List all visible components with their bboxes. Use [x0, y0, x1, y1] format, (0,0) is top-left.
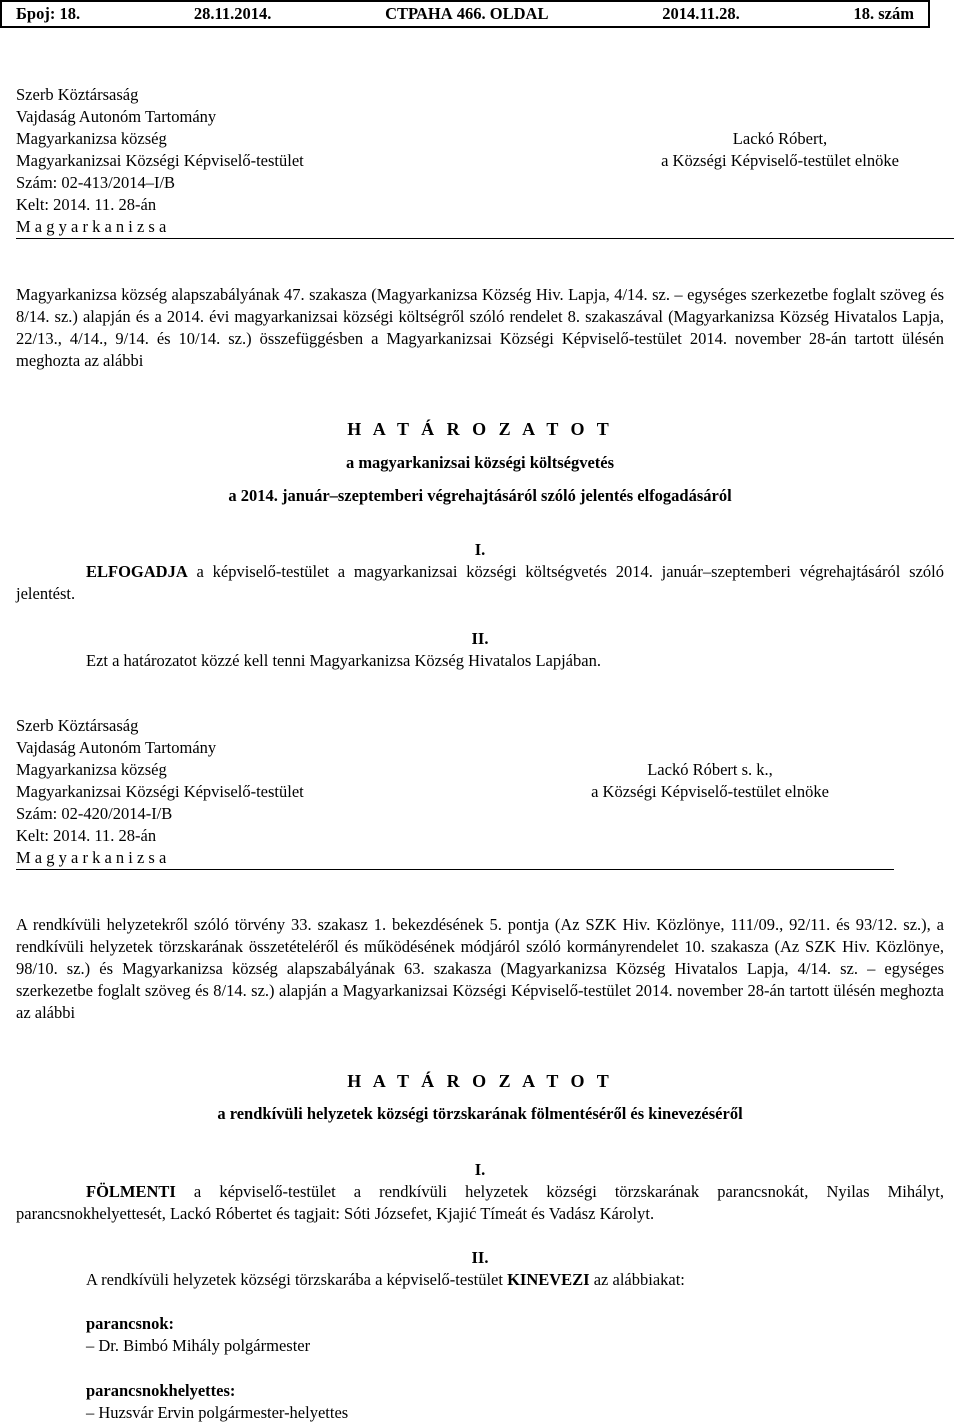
- divider: [16, 869, 894, 870]
- doc1-section-2: Ezt a határozatot közzé kell tenni Magyarkanizsa Község Hivatalos Lapjában.: [86, 651, 601, 670]
- signatory-name: Lackó Róbert s. k.,: [647, 760, 773, 779]
- doc2-signatory: [530, 759, 890, 803]
- page-header: [0, 0, 930, 28]
- issue-date: Kelt: 2014. 11. 28-án: [16, 195, 157, 214]
- reference-number: Szám: 02-420/2014-I/B: [16, 804, 173, 823]
- header-date-hu: 2014.11.28.: [662, 4, 740, 23]
- deputy-label: parancsnokhelyettes:: [86, 1381, 236, 1400]
- doc1-section-1: [16, 561, 944, 605]
- issuer-line: Szerb Köztársaság: [16, 716, 139, 735]
- doc1-issuer-block: [16, 84, 304, 238]
- section-number: I.: [474, 1160, 486, 1179]
- doc2-intro: A rendkívüli helyzetekről szóló törvény 33. szakasz 1. bekezdésének 5. pontja (Az SZK Hiv. Közlönye, 111/09., 92/11. és 93/12. sz.), a rendkívüli helyzetek törzskarának összetételéről és működésének módjáról szóló kormányrendelet 10. szakasza (Az SZK Hiv. Közlönye, 98/10. sz.) és Magyarkanizsa község alapszabályának 63. szakasza (Magyarkanizsa Község Hivatalos Lapja, 4/14. sz. – egységes szerkezetbe foglalt szöveg és 8/14. sz.) alapján a Magyarkanizsai Községi Képviselő-testület 2014. november 28-án tartott ülésén meghozta az alábbi: [16, 915, 944, 1022]
- section-text: a képviselő-testület a rendkívüli helyzetek községi törzskarának parancsnokát, Nyilas Mihályt, parancsnokhelyettesét, Lackó Róbertet és tagjait: Sóti Józsefet, Kjajić Tímeát és Vadász Károlyt.: [16, 1182, 944, 1223]
- section-number: I.: [474, 540, 486, 559]
- signatory-title: a Községi Képviselő-testület elnöke: [661, 151, 899, 170]
- header-date: 28.11.2014.: [193, 4, 272, 23]
- keyword: ELFOGADJA: [86, 562, 188, 581]
- divider: [16, 238, 954, 239]
- keyword: KINEVEZI: [507, 1270, 590, 1289]
- page-number: СТРАНА 466. OLDAL: [385, 4, 549, 23]
- doc1-subtitle: a magyarkanizsai községi költségvetés: [345, 453, 615, 472]
- issue-date: Kelt: 2014. 11. 28-án: [16, 826, 157, 845]
- issuer-line: Magyarkanizsa község: [16, 129, 167, 148]
- doc2-section-2: [86, 1269, 946, 1291]
- doc1-subtitle: a 2014. január–szeptemberi végrehajtásáról szóló jelentés elfogadásáról: [228, 486, 732, 505]
- doc2-heading: H A T Á R O Z A T O T: [347, 1071, 613, 1091]
- doc1-signatory: [600, 128, 960, 172]
- issuer-line: Magyarkanizsai Községi Képviselő-testület: [16, 151, 304, 170]
- doc2-subtitle: a rendkívüli helyzetek községi törzskarának fölmentéséről és kinevezéséről: [217, 1104, 743, 1123]
- reference-number: Szám: 02-413/2014–I/B: [16, 173, 176, 192]
- keyword: FÖLMENTI: [86, 1182, 176, 1201]
- issuer-line: Magyarkanizsai Községi Képviselő-testület: [16, 782, 304, 801]
- deputy-name: – Huzsvár Ervin polgármester-helyettes: [86, 1403, 349, 1422]
- doc1-intro: Magyarkanizsa község alapszabályának 47. szakasza (Magyarkanizsa Község Hiv. Lapja, 4/14. sz. – egységes szerkezetbe foglalt szöveg és 8/14. sz.) alapján és a 2014. évi magyarkanizsai községi költségről szóló rendelet 8. szakaszával (Magyarkanizsa Község Hivatalos Lapja, 22/13., 4/14., 9/14. és 10/14. sz.) összefüggésben a Magyarkanizsai Községi Képviselő-testület 2014. november 28-án tartott ülésén meghozta az alábbi: [16, 285, 944, 370]
- commander-name: – Dr. Bimbó Mihály polgármester: [86, 1336, 311, 1355]
- signatory-name: Lackó Róbert,: [732, 129, 828, 148]
- issuer-line: Vajdaság Autonóm Tartomány: [16, 107, 217, 126]
- commander-label: parancsnok:: [86, 1314, 175, 1333]
- issuer-line: Vajdaság Autonóm Tartomány: [16, 738, 217, 757]
- section-number: II.: [471, 1248, 489, 1267]
- section-text: A rendkívüli helyzetek községi törzskarába a képviselő-testület: [86, 1270, 508, 1289]
- signatory-title: a Községi Képviselő-testület elnöke: [591, 782, 829, 801]
- section-text: az alábbiakat:: [589, 1270, 685, 1289]
- place: M a g y a r k a n i z s a: [16, 848, 167, 867]
- section-number: II.: [471, 629, 489, 648]
- issue-number: Број: 18.: [16, 4, 81, 23]
- place: M a g y a r k a n i z s a: [16, 217, 167, 236]
- doc2-issuer-block: [16, 715, 304, 869]
- doc1-heading: H A T Á R O Z A T O T: [347, 419, 613, 439]
- section-text: a képviselő-testület a magyarkanizsai községi költségvetés 2014. január–szeptemberi végrehajtásáról szóló jelentést.: [16, 562, 944, 603]
- issuer-line: Magyarkanizsa község: [16, 760, 167, 779]
- doc2-section-1: [16, 1181, 944, 1225]
- issuer-line: Szerb Köztársaság: [16, 85, 139, 104]
- issue-number-hu: 18. szám: [853, 4, 914, 23]
